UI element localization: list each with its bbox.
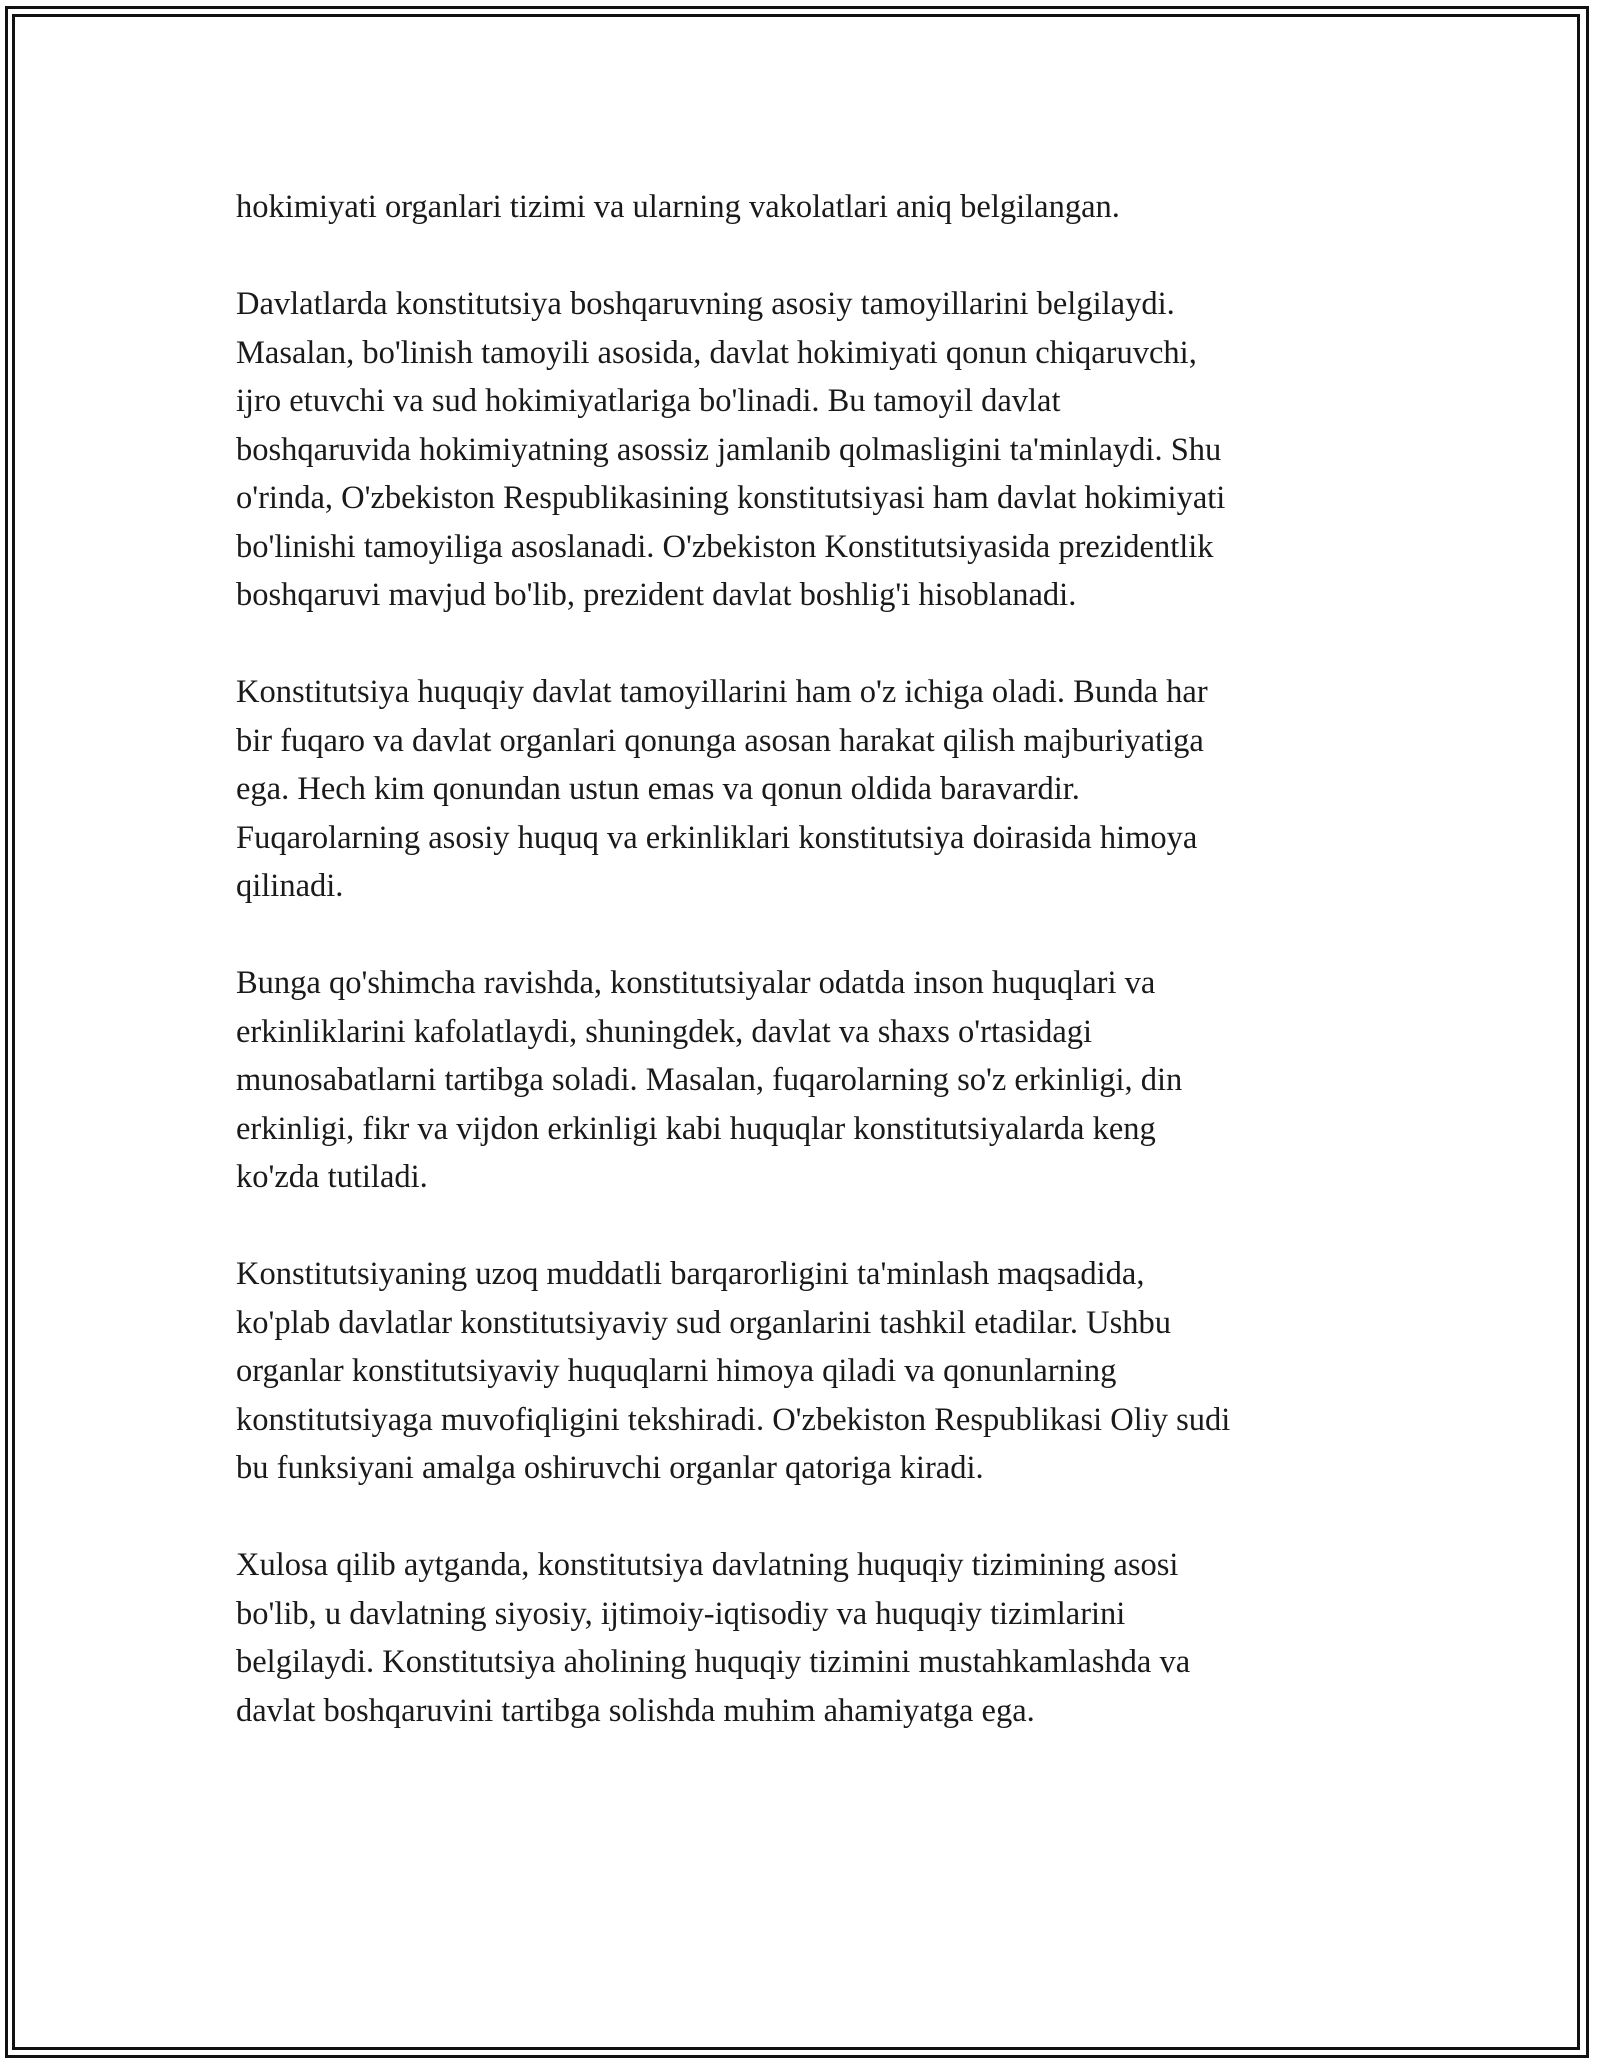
text-line: ko'zda tutiladi. [236,1159,428,1195]
text-line: ijro etuvchi va sud hokimiyatlariga bo'linadi. Bu tamoyil davlat [236,383,1061,419]
text-line: Davlatlarda konstitutsiya boshqaruvning asosiy tamoyillarini belgilaydi. [236,286,1175,322]
text-line: davlat boshqaruvini tartibga solishda muhim ahamiyatga ega. [236,1692,1035,1729]
text-line: Konstitutsiya huquqiy davlat tamoyillarini ham o'z ichiga oladi. Bunda har [236,674,1208,710]
document-body [236,183,1366,1784]
text-line: Xulosa qilib aytganda, konstitutsiya davlatning huquqiy tizimining asosi [236,1547,1179,1583]
text-line: Konstitutsiyaning uzoq muddatli barqarorligini ta'minlash maqsadida, [236,1256,1145,1292]
paragraph-1 [236,183,1366,232]
text-line: hokimiyati organlari tizimi va ularning vakolatlari aniq belgilangan. [236,189,1120,225]
text-line: qilinadi. [236,868,344,904]
text-line: ko'plab davlatlar konstitutsiyaviy sud organlarini tashkil etadilar. Ushbu [236,1304,1171,1341]
text-line: munosabatlarni tartibga soladi. Masalan, fuqarolarning so'z erkinligi, din [236,1062,1183,1098]
text-line: erkinliklarini kafolatlaydi, shuningdek, davlat va shaxs o'rtasidagi [236,1013,1093,1050]
text-line: o'rinda, O'zbekiston Respublikasining konstitutsiyasi ham davlat hokimiyati [236,480,1226,516]
text-line: organlar konstitutsiyaviy huquqlarni himoya qiladi va qonunlarning [236,1353,1117,1389]
text-line: Bunga qo'shimcha ravishda, konstitutsiyalar odatda inson huquqlari va [236,965,1156,1001]
paragraph-5 [236,1250,1366,1493]
paragraph-6 [236,1541,1366,1735]
text-line: boshqaruvi mavjud bo'lib, prezident davlat boshlig'i hisoblanadi. [236,577,1077,613]
paragraph-2 [236,280,1366,620]
text-line: erkinligi, fikr va vijdon erkinligi kabi huquqlar konstitutsiyalarda keng [236,1110,1156,1147]
text-line: bir fuqaro va davlat organlari qonunga asosan harakat qilish majburiyatiga [236,722,1204,759]
paragraph-3 [236,668,1366,911]
text-line: boshqaruvida hokimiyatning asossiz jamlanib qolmasligini ta'minlaydi. Shu [236,431,1222,468]
text-line: Masalan, bo'linish tamoyili asosida, davlat hokimiyati qonun chiqaruvchi, [236,334,1197,371]
text-line: konstitutsiyaga muvofiqligini tekshiradi. O'zbekiston Respublikasi Oliy sudi [236,1401,1231,1438]
text-line: Fuqarolarning asosiy huquq va erkinliklari konstitutsiya doirasida himoya [236,819,1198,856]
paragraph-4 [236,959,1366,1202]
text-line: bo'linishi tamoyiliga asoslanadi. O'zbekiston Konstitutsiyasida prezidentlik [236,528,1214,565]
text-line: bu funksiyani amalga oshiruvchi organlar qatoriga kiradi. [236,1450,984,1486]
text-line: ega. Hech kim qonundan ustun emas va qonun oldida baravardir. [236,771,1080,807]
text-line: bo'lib, u davlatning siyosiy, ijtimoiy-iqtisodiy va huquqiy tizimlarini [236,1595,1126,1632]
text-line: belgilaydi. Konstitutsiya aholining huquqiy tizimini mustahkamlashda va [236,1644,1191,1680]
